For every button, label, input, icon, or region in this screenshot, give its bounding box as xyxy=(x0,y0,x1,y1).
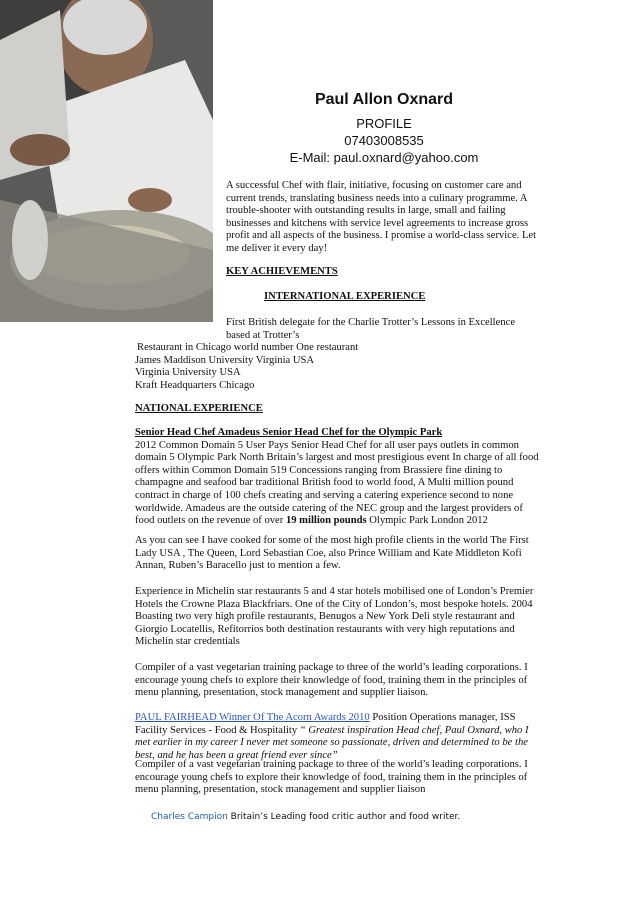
high-profile-clients-paragraph: As you can see I have cooked for some of the most high profile clients in the world The First Lady USA , The Queen, Lord Sebastian Coe, also Prince William and Kate Middleton Kofi Annan, Ruben’s Baracello just to mention a few. xyxy=(135,535,529,572)
first-british-line-2: based at Trotter’s xyxy=(226,329,300,341)
first-british-line-1: First British delegate for the Charlie Trotter’s Lessons in Excellence xyxy=(226,317,516,328)
chef-photo-icon xyxy=(0,0,213,322)
list-item: Virginia University USA xyxy=(135,367,241,379)
vegetarian-training-paragraph-2: Compiler of a vast vegetarian training package to three of the world’s leading corporations. I encourage young chefs to explore their knowledge of food, training them in the principles of menu planning, presentation, stock management and supplier liaison xyxy=(135,759,528,796)
fairhead-quote: “ Greatest inspiration Head chef, Paul Oxnard, who I met earlier in my career I never met someone so passionate, driven and determined to be the best, and he has been a great friend ever since” xyxy=(135,724,529,761)
list-item: Restaurant in Chicago world number One restaurant xyxy=(137,342,359,353)
footer-name: Charles Campion xyxy=(151,812,228,822)
profile-label: PROFILE xyxy=(356,116,412,131)
footer-testimonial xyxy=(151,812,460,822)
email-address: E-Mail: paul.oxnard@yahoo.com xyxy=(289,150,479,165)
chef-photo xyxy=(0,0,213,322)
first-british-delegate xyxy=(226,317,536,342)
intro-paragraph: A successful Chef with flair, initiative, focusing on customer care and current trends, translating business needs into a culinary programme. A trouble-shooter with outstanding results in large, small and failing businesses and kitchens with service level agreements to increase gross profit and all aspects of the business. I promise a world-class service. Let me deliver it every day! xyxy=(226,180,537,254)
fairhead-position: Position Operations manager, ISS Facility Services - Food & Hospitality xyxy=(135,712,516,736)
list-item: Kraft Headquarters Chicago xyxy=(135,379,255,391)
olympic-park-section xyxy=(135,427,540,528)
candidate-name: Paul Allon Oxnard xyxy=(314,91,454,108)
fairhead-link[interactable]: PAUL FAIRHEAD Winner Of The Acorn Awards 2010 xyxy=(135,712,370,723)
international-experience-heading: INTERNATIONAL EXPERIENCE xyxy=(264,291,426,302)
national-experience-heading: NATIONAL EXPERIENCE xyxy=(135,403,263,414)
international-list xyxy=(137,342,537,392)
olympic-tail: Olympic Park London 2012 xyxy=(366,515,488,527)
footer-description: Britain’s Leading food critic author and food writer. xyxy=(227,812,461,822)
list-item: James Maddison University Virginia USA xyxy=(135,354,315,366)
revenue-amount: 19 million pounds xyxy=(285,515,367,527)
senior-head-chef-title: Senior Head Chef Amadeus Senior Head Chef for the Olympic Park xyxy=(135,427,443,438)
phone-number: 07403008535 xyxy=(344,133,424,148)
olympic-paragraph: 2012 Common Domain 5 User Pays Senior Head Chef for all user pays outlets in common domain 5 Olympic Park North Britain’s largest and most prestigious event In charge of all food offers within Common Domain 519 Concessions ranging from Brassiere fine dining to champagne and seafood bar traditional British food to world food, A Multi million pound contract in charge of 100 chefs creating and serving a catering experience second to none worldwide. Amadeus are the outside catering of the NEC group and the largest providers of food outlets on the revenue of over xyxy=(135,439,539,527)
fairhead-testimonial xyxy=(135,712,540,762)
michelin-experience-paragraph: Experience in Michelin star restaurants 5 and 4 star hotels mobilised one of London’s Premier Hotels the Crowne Plaza Blackfriars. One of the City of London’s, most bespoke hotels. 2004 Boasting two very high profile restaurants, Benugos a New York Deli style restaurant and Giorgio Locatellis, Refitorrios both destination restaurants with very high reputations and Michelin star credentials xyxy=(135,586,534,648)
key-achievements-heading: KEY ACHIEVEMENTS xyxy=(226,266,338,277)
vegetarian-training-paragraph: Compiler of a vast vegetarian training package to three of the world’s leading corporations. I encourage young chefs to explore their knowledge of food, training them in the principles of menu planning, presentation, stock management and supplier liaison. xyxy=(135,662,528,699)
